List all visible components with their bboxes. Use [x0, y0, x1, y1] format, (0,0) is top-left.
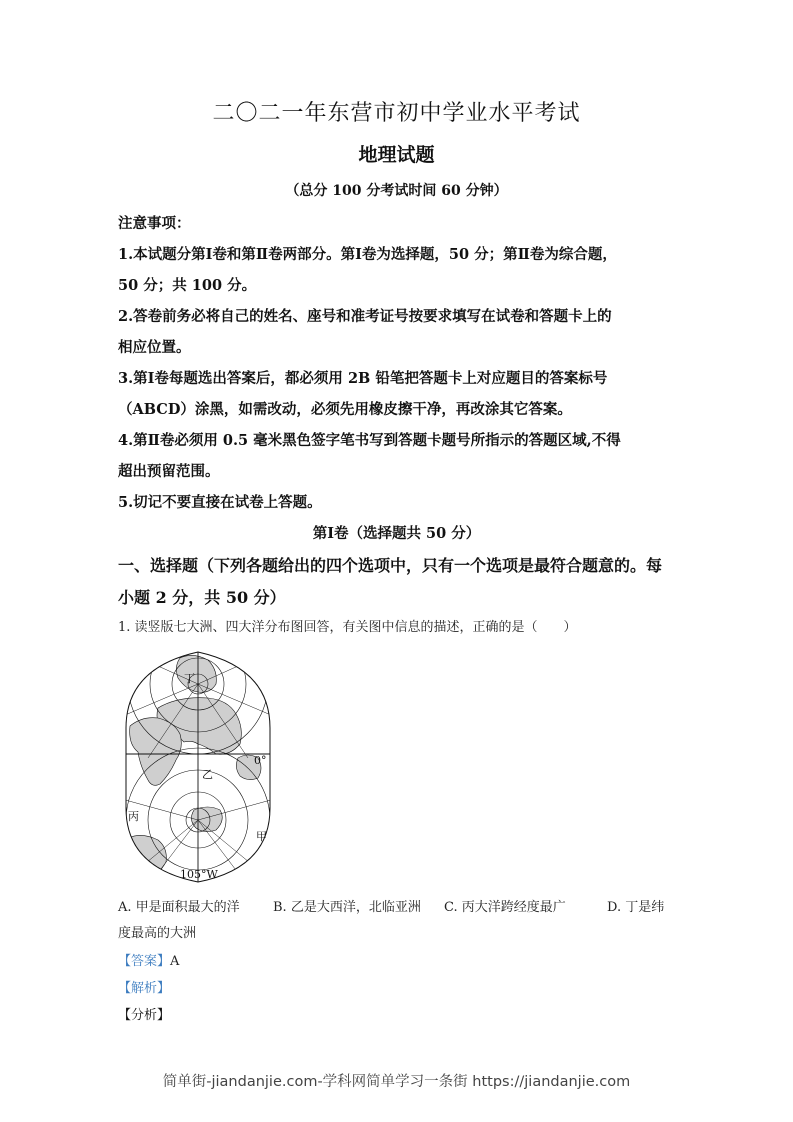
map-label-bing: 丙 [128, 810, 139, 823]
notice-line: 1.本试题分第Ⅰ卷和第Ⅱ卷两部分。第Ⅰ卷为选择题，50 分；第Ⅱ卷为综合题， [118, 246, 617, 263]
map-label-yi: 乙 [202, 768, 213, 781]
map-label-meridian: 105°W [180, 868, 218, 881]
exam-title: 二〇二一年东营市初中学业水平考试 [212, 101, 581, 126]
section-instruction: 一、选择题（下列各题给出的四个选项中，只有一个选项是最符合题意的。每 [118, 556, 663, 575]
notice-line: 2.答卷前务必将自己的姓名、座号和准考证号按要求填写在试卷和答题卡上的 [118, 308, 612, 325]
option-d-continued: 度最高的大洲 [118, 926, 197, 941]
breakdown-tag: 【分析】 [118, 1008, 171, 1023]
question-options [118, 896, 688, 914]
option-a[interactable]: A. 甲是面积最大的洋 [118, 900, 240, 915]
notice-line: 5.切记不要直接在试卷上答题。 [118, 494, 322, 511]
analysis-row [118, 977, 170, 996]
notice-line: 超出预留范围。 [118, 463, 220, 480]
analysis-tag: 【解析】 [118, 981, 171, 996]
option-b[interactable]: B. 乙是大西洋，北临亚洲 [273, 900, 421, 915]
notice-line: 3.第Ⅰ卷每题选出答案后，都必须用 2B 铅笔把答题卡上对应题目的答案标号 [118, 370, 608, 387]
world-map-icon [118, 648, 278, 886]
notice-line: 4.第Ⅱ卷必须用 0.5 毫米黑色签字笔书写到答题卡题号所指示的答题区域,不得 [118, 432, 621, 449]
answer-row [118, 950, 179, 969]
section-heading: 第Ⅰ卷（选择题共 50 分） [312, 525, 481, 542]
notice-heading: 注意事项： [118, 215, 191, 232]
notice-line: （ABCD）涂黑，如需改动，必须先用橡皮擦干净，再改涂其它答案。 [118, 401, 572, 418]
option-c[interactable]: C. 丙大洋跨经度最广 [444, 900, 566, 915]
world-map-figure [118, 648, 278, 886]
map-label-jia: 甲 [256, 830, 267, 843]
page-footer-watermark: 简单街-jiandanjie.com-学科网简单学习一条街 https://jiandanjie.com [162, 1074, 631, 1090]
exam-meta: （总分 100 分考试时间 60 分钟） [285, 183, 508, 199]
question-stem: 1. 读竖版七大洲、四大洋分布图回答，有关图中信息的描述，正确的是（ ） [118, 620, 577, 635]
notice-line: 50 分；共 100 分。 [118, 277, 257, 294]
answer-tag: 【答案】 [118, 954, 171, 969]
answer-value: A [170, 954, 180, 969]
section-instruction: 小题 2 分，共 50 分） [118, 588, 286, 607]
map-label-ding: 丁 [184, 672, 195, 685]
breakdown-row [118, 1004, 170, 1023]
exam-subject: 地理试题 [358, 144, 435, 166]
map-label-equator: 0° [254, 754, 267, 767]
notice-line: 相应位置。 [118, 339, 191, 356]
option-d[interactable]: D. 丁是纬 [607, 900, 665, 915]
